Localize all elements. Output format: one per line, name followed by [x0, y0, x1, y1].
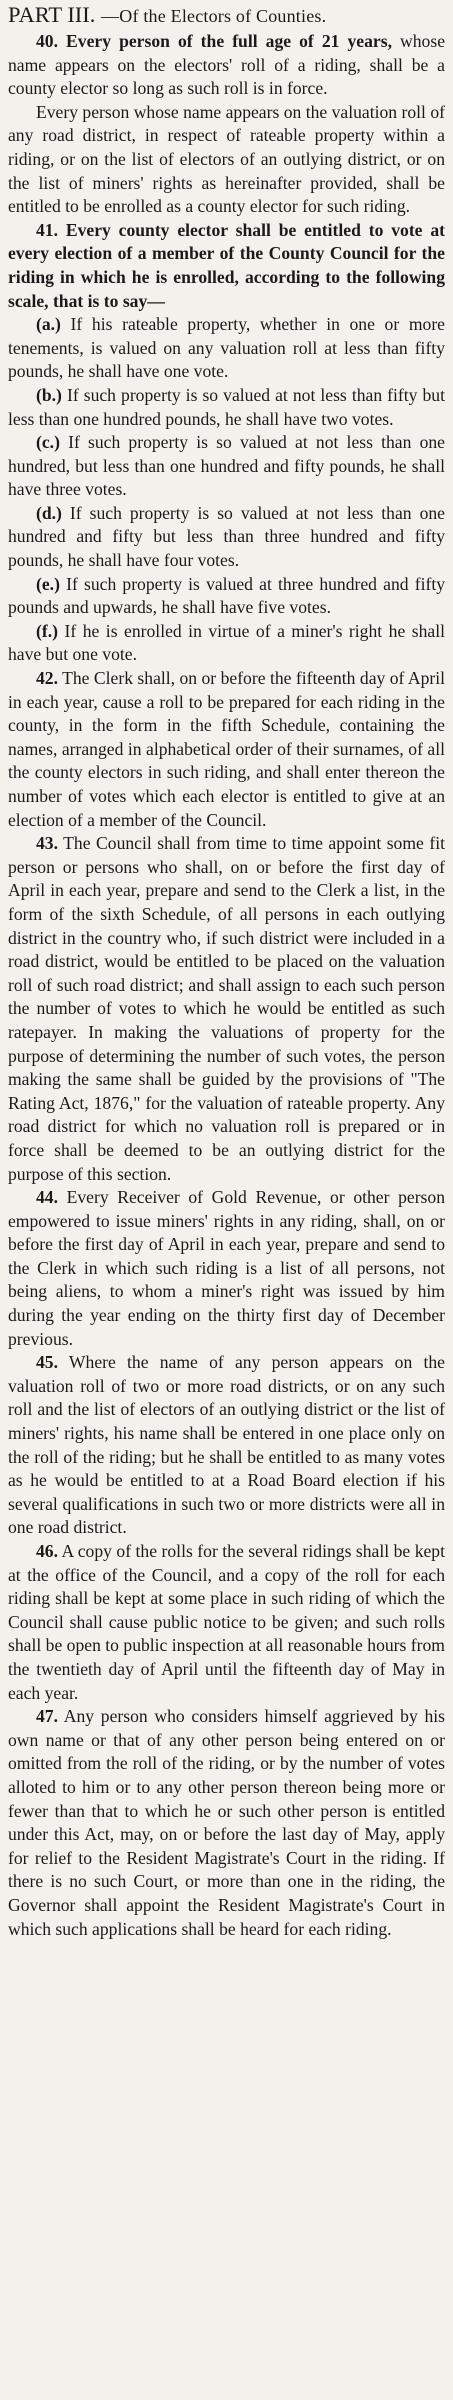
paragraph-lead: 43. — [36, 833, 58, 854]
paragraph-text: The Clerk shall, on or before the fifteenth day of April in each year, cause a roll to be prepared for each riding in the county, in the form in the fifth Schedule, containing the names, arranged in alphabetical order of their surnames, of all the county electors in such riding, and shall enter thereon the number of votes which each elector is entitled to give at an election of a member of the Council. — [8, 668, 445, 830]
paragraph-lead: 41. Every county elector shall be entitled to vote at every election of a member of the County Council for the riding in which he is enrolled, according to the following scale, that is to say— — [8, 219, 445, 311]
paragraph-lead: 46. — [36, 1541, 58, 1561]
clause-text: If he is enrolled in virtue of a miner's right he shall have but one vote. — [8, 620, 445, 665]
clause-a — [8, 313, 445, 384]
clause-text: If his rateable property, whether in one or more tenements, is valued on any valuation roll at less than fifty pounds, he shall have one vote. — [8, 314, 445, 382]
paragraph-text: Every Receiver of Gold Revenue, or other person empowered to issue miners' rights in any riding, shall, on or before the first day of April in each year, prepare and send to the Clerk in which such riding is a list of all persons, not being aliens, to whom a miner's right was issued by him during the year ending on the thirty first day of December previous. — [8, 1187, 445, 1349]
section-43 — [8, 832, 445, 1186]
clause-text: If such property is so valued at not less than one hundred, but less than one hundred and fifty pounds, he shall have three votes. — [8, 432, 445, 500]
clause-c — [8, 431, 445, 502]
section-47 — [8, 1705, 445, 1941]
section-42 — [8, 667, 445, 832]
paragraph-text: Any person who considers himself aggrieved by his own name or that of any other person being entered on or omitted from the roll of the riding, or by the number of votes alloted to him or to any other person thereon being more or fewer than that to which he or such other person is entitled under this Act, may, on or before the last day of May, apply for relief to the Resident Magistrate's Court in the riding. If there is no such Court, or more than one in the riding, the Governor shall appoint the Resident Magistrate's Court in which such applications shall be heard for each riding. — [8, 1706, 445, 1939]
clause-text: If such property is so valued at not less than one hundred and fifty but less than three hundred and fifty pounds, he shall have four votes. — [8, 502, 445, 571]
part-heading — [8, 2, 445, 29]
part-subtitle: —Of the Electors of Counties. — [101, 6, 327, 26]
clause-lead: (f.) — [36, 620, 58, 641]
paragraph-lead: 45. — [36, 1352, 58, 1373]
clause-lead: (a.) — [36, 314, 61, 335]
paragraph-lead: 47. — [36, 1706, 58, 1727]
clause-lead: (d.) — [36, 502, 62, 523]
section-41 — [8, 219, 445, 313]
clause-text: If such property is so valued at not less than fifty but less than one hundred pounds, he shall have two votes. — [8, 384, 445, 429]
clause-f — [8, 620, 445, 667]
paragraph-text: A copy of the rolls for the several ridings shall be kept at the office of the Council, and a copy of the roll for each riding shall be kept at some place in such riding of which the Council shall cause public notice to be given; and such rolls shall be open to public inspection at all reasonable hours from the twentieth day of April until the fifteenth day of May in each year. — [8, 1541, 445, 1703]
paragraph-text: whose name appears on the electors' roll of a riding, shall be a county elector so long as such roll is in force. — [8, 31, 446, 99]
clause-b — [8, 384, 445, 431]
paragraph-lead: 42. — [36, 668, 58, 689]
section-40 — [8, 30, 445, 101]
clause-d — [8, 502, 445, 573]
clause-text: If such property is valued at three hundred and fifty pounds and upwards, he shall have five votes. — [8, 573, 445, 618]
section-40-continued — [8, 101, 445, 219]
section-46 — [8, 1540, 445, 1705]
clause-lead: (e.) — [36, 573, 60, 594]
paragraph-lead: 44. — [36, 1187, 58, 1208]
clause-e — [8, 573, 445, 620]
paragraph-lead: 40. Every person of the full age of 21 years, — [36, 31, 392, 51]
paragraph-text: Every person whose name appears on the valuation roll of any road district, in respect of rateable property within a riding, or on the list of electors of an outlying district, or on the list of miners' rights as hereinafter provided, shall be entitled to be enrolled as a county elector for such riding. — [8, 101, 445, 217]
paragraph-text: The Council shall from time to time appoint some fit person or persons who shall, on or before the first day of April in each year, prepare and send to the Clerk a list, in the form of the sixth Schedule, of all persons in each outlying district in the country who, if such district were included in a road district, would be entitled to be placed on the valuation roll of such road district; and shall assign to each such person the number of votes to which he would be entitled as such ratepayer. In making the valuations of property for the purpose of determining the number of such votes, the person making the same shall be guided by the provisions of "The Rating Act, 1876," for the valuation of rateable property. Any road district for which no valuation roll is prepared or in force shall be deemed to be an outlying district for the purpose of this section. — [8, 833, 445, 1184]
section-44 — [8, 1186, 445, 1351]
paragraph-text: Where the name of any person appears on the valuation roll of two or more road districts, or on any such roll and the list of electors of an outlying district or the list of miners' rights, his name shall be entered in one place only on the roll of the riding; but he shall be entitled to as many votes as he would be entitled to at a Road Board election if his several qualifications in such two or more districts were all in one road district. — [8, 1352, 445, 1538]
section-45 — [8, 1351, 445, 1540]
clause-lead: (b.) — [36, 384, 62, 405]
part-number: PART III. — [8, 2, 96, 27]
clause-lead: (c.) — [36, 432, 60, 453]
